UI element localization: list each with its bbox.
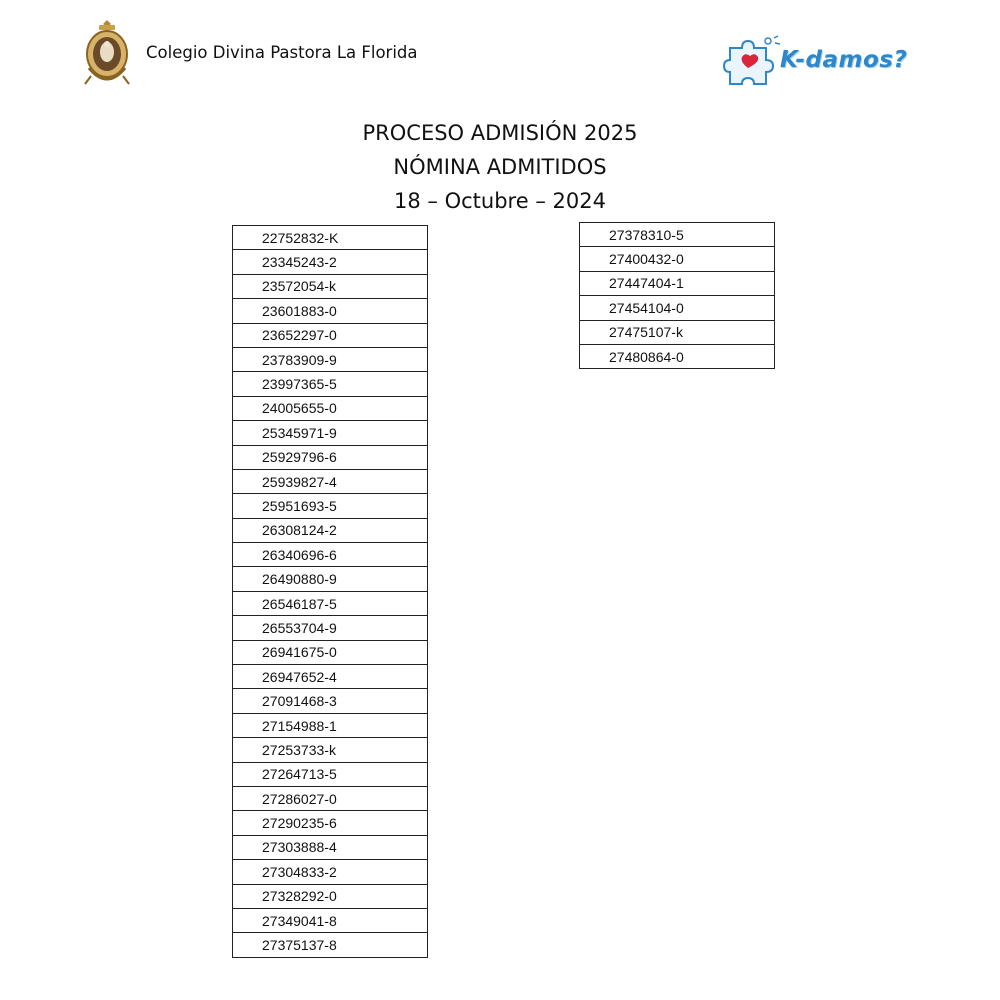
admitted-table-right-body — [580, 223, 775, 369]
admitted-id-cell: 27154988-1 — [233, 713, 428, 737]
admitted-id-cell: 27447404-1 — [580, 271, 775, 295]
admitted-id-cell: 27454104-0 — [580, 296, 775, 320]
table-row — [580, 320, 775, 344]
logo-text: K-damos? — [780, 47, 908, 73]
admitted-id-cell: 27303888-4 — [233, 835, 428, 859]
document-title — [0, 116, 1000, 218]
admitted-id-cell: 26546187-5 — [233, 591, 428, 615]
table-row — [233, 567, 428, 591]
table-row — [233, 786, 428, 810]
admitted-id-cell: 23997365-5 — [233, 372, 428, 396]
admitted-id-cell: 27286027-0 — [233, 786, 428, 810]
admitted-id-cell: 27253733-k — [233, 738, 428, 762]
admitted-id-cell: 26340696-6 — [233, 543, 428, 567]
admitted-id-cell: 25951693-5 — [233, 494, 428, 518]
table-row — [233, 274, 428, 298]
admitted-id-cell: 23783909-9 — [233, 347, 428, 371]
admitted-id-cell: 24005655-0 — [233, 396, 428, 420]
title-list: NÓMINA ADMITIDOS — [393, 155, 607, 179]
school-name: Colegio Divina Pastora La Florida — [146, 42, 418, 62]
table-row — [233, 762, 428, 786]
admitted-id-cell: 23572054-k — [233, 274, 428, 298]
table-row — [233, 884, 428, 908]
admitted-id-cell: 22752832-K — [233, 226, 428, 250]
kdamos-logo — [722, 34, 907, 86]
table-row — [233, 396, 428, 420]
admitted-id-cell: 26947652-4 — [233, 665, 428, 689]
admitted-id-cell: 25939827-4 — [233, 469, 428, 493]
table-row — [233, 616, 428, 640]
table-row — [580, 344, 775, 368]
table-row — [580, 271, 775, 295]
title-date: 18 – Octubre – 2024 — [394, 189, 606, 213]
table-row — [233, 860, 428, 884]
table-row — [233, 469, 428, 493]
title-process: PROCESO ADMISIÓN 2025 — [362, 121, 638, 145]
admitted-id-cell: 27304833-2 — [233, 860, 428, 884]
admitted-id-cell: 26941675-0 — [233, 640, 428, 664]
school-crest-icon — [82, 18, 132, 86]
table-row — [233, 640, 428, 664]
table-row — [233, 591, 428, 615]
school-header — [82, 18, 418, 86]
admitted-id-cell: 27091468-3 — [233, 689, 428, 713]
admitted-id-cell: 27264713-5 — [233, 762, 428, 786]
admitted-id-cell: 27400432-0 — [580, 247, 775, 271]
admitted-id-cell: 27349041-8 — [233, 908, 428, 932]
admitted-id-cell: 23601883-0 — [233, 299, 428, 323]
admitted-id-cell: 25345971-9 — [233, 421, 428, 445]
table-row — [233, 835, 428, 859]
table-row — [233, 494, 428, 518]
table-row — [233, 250, 428, 274]
table-row — [233, 665, 428, 689]
admitted-id-cell: 26308124-2 — [233, 518, 428, 542]
table-row — [233, 299, 428, 323]
table-row — [233, 689, 428, 713]
admitted-id-cell: 27290235-6 — [233, 811, 428, 835]
admitted-id-cell: 27378310-5 — [580, 223, 775, 247]
table-row — [233, 518, 428, 542]
table-row — [580, 247, 775, 271]
table-row — [580, 223, 775, 247]
admitted-id-cell: 23345243-2 — [233, 250, 428, 274]
table-row — [233, 738, 428, 762]
admitted-id-cell: 26553704-9 — [233, 616, 428, 640]
admitted-id-cell: 23652297-0 — [233, 323, 428, 347]
admitted-table-right — [579, 222, 775, 369]
admitted-id-cell: 27328292-0 — [233, 884, 428, 908]
table-row — [233, 445, 428, 469]
table-row — [233, 713, 428, 737]
table-row — [233, 372, 428, 396]
table-row — [233, 421, 428, 445]
admitted-table-left-body — [233, 226, 428, 958]
admitted-table-left — [232, 225, 428, 958]
admitted-id-cell: 27480864-0 — [580, 344, 775, 368]
table-row — [233, 811, 428, 835]
table-row — [233, 908, 428, 932]
admitted-id-cell: 27375137-8 — [233, 933, 428, 957]
table-row — [233, 226, 428, 250]
admitted-id-cell: 27475107-k — [580, 320, 775, 344]
table-row — [580, 296, 775, 320]
table-row — [233, 933, 428, 957]
table-row — [233, 347, 428, 371]
table-row — [233, 543, 428, 567]
admitted-id-cell: 26490880-9 — [233, 567, 428, 591]
table-row — [233, 323, 428, 347]
admitted-id-cell: 25929796-6 — [233, 445, 428, 469]
puzzle-heart-icon — [722, 34, 784, 86]
